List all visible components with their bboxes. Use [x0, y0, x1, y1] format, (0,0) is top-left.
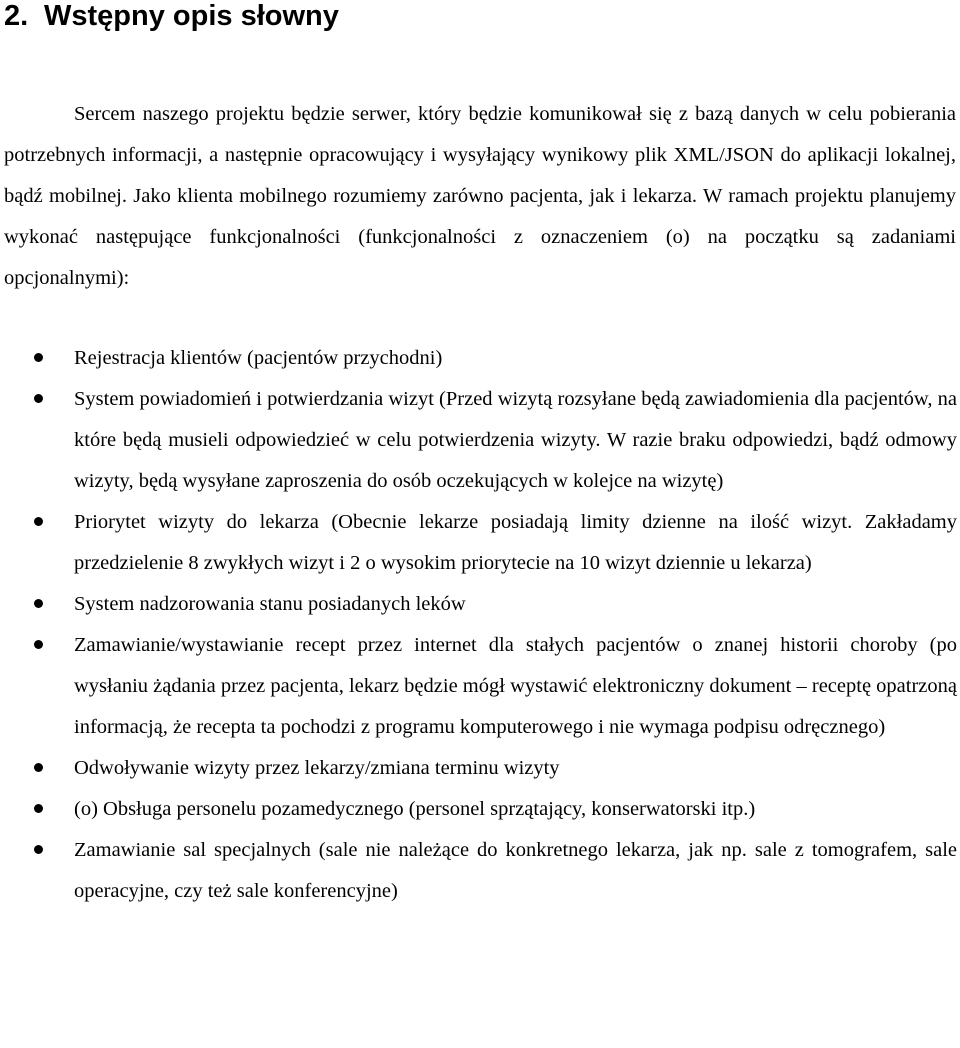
bullet-icon: [34, 353, 43, 362]
bullet-icon: [34, 394, 43, 403]
list-item: [74, 748, 957, 789]
bullet-icon: [34, 845, 43, 854]
section-title: Wstępny opis słowny: [44, 0, 339, 32]
list-item-text: (o) Obsługa personelu pozamedycznego (personel sprzątający, konserwatorski itp.): [74, 798, 756, 820]
list-item-text: System powiadomień i potwierdzania wizyt (Przed wizytą rozsyłane będą zawiadomienia dla pacjentów, na które będą musieli odpowiedzieć w celu potwierdzenia wizyty. W razie braku odpowiedzi, bądź odmowy wizyty, będą wysyłane zaproszenia do osób oczekujących w kolejce na wizytę): [74, 388, 957, 492]
list-item-text: Rejestracja klientów (pacjentów przychodni): [74, 347, 443, 369]
bullet-icon: [34, 517, 43, 526]
list-item: [74, 338, 957, 379]
list-item: [74, 789, 957, 830]
list-item: [74, 830, 957, 912]
list-item: [74, 502, 957, 584]
section-number: 2.: [4, 0, 29, 32]
list-item-text: Priorytet wizyty do lekarza (Obecnie lekarze posiadają limity dzienne na ilość wizyt. Zakładamy przedzielenie 8 zwykłych wizyt i 2 o wysokim priorytecie na 10 wizyt dziennie u lekarza): [74, 511, 957, 574]
bullet-icon: [34, 640, 43, 649]
list-item-text: Zamawianie sal specjalnych (sale nie należące do konkretnego lekarza, jak np. sale z tomografem, sale operacyjne, czy też sale konferencyjne): [74, 839, 957, 902]
list-item: [74, 625, 957, 748]
list-item-text: Odwoływanie wizyty przez lekarzy/zmiana terminu wizyty: [74, 757, 560, 779]
bullet-icon: [34, 804, 43, 813]
list-item: [74, 584, 957, 625]
intro-paragraph: Sercem naszego projektu będzie serwer, który będzie komunikował się z bazą danych w celu pobierania potrzebnych informacji, a następnie opracowujący i wysyłający wynikowy plik XML/JSON do aplikacji lokalnej, bądź mobilnej. Jako klienta mobilnego rozumiemy zarówno pacjenta, jak i lekarza. W ramach projektu planujemy wykonać następujące funkcjonalności (funkcjonalności z oznaczeniem (o) na początku są zadaniami opcjonalnymi):: [4, 103, 956, 289]
bullet-icon: [34, 763, 43, 772]
feature-list: [0, 338, 960, 912]
list-item: [74, 379, 957, 502]
list-item-text: System nadzorowania stanu posiadanych leków: [74, 593, 466, 615]
list-item-text: Zamawianie/wystawianie recept przez internet dla stałych pacjentów o znanej historii choroby (po wysłaniu żądania przez pacjenta, lekarz będzie mógł wystawić elektroniczny dokument – receptę opatrzoną informacją, że recepta ta pochodzi z programu komputerowego i nie wymaga podpisu odręcznego): [74, 634, 957, 738]
bullet-icon: [34, 599, 43, 608]
section-heading: [4, 0, 339, 34]
